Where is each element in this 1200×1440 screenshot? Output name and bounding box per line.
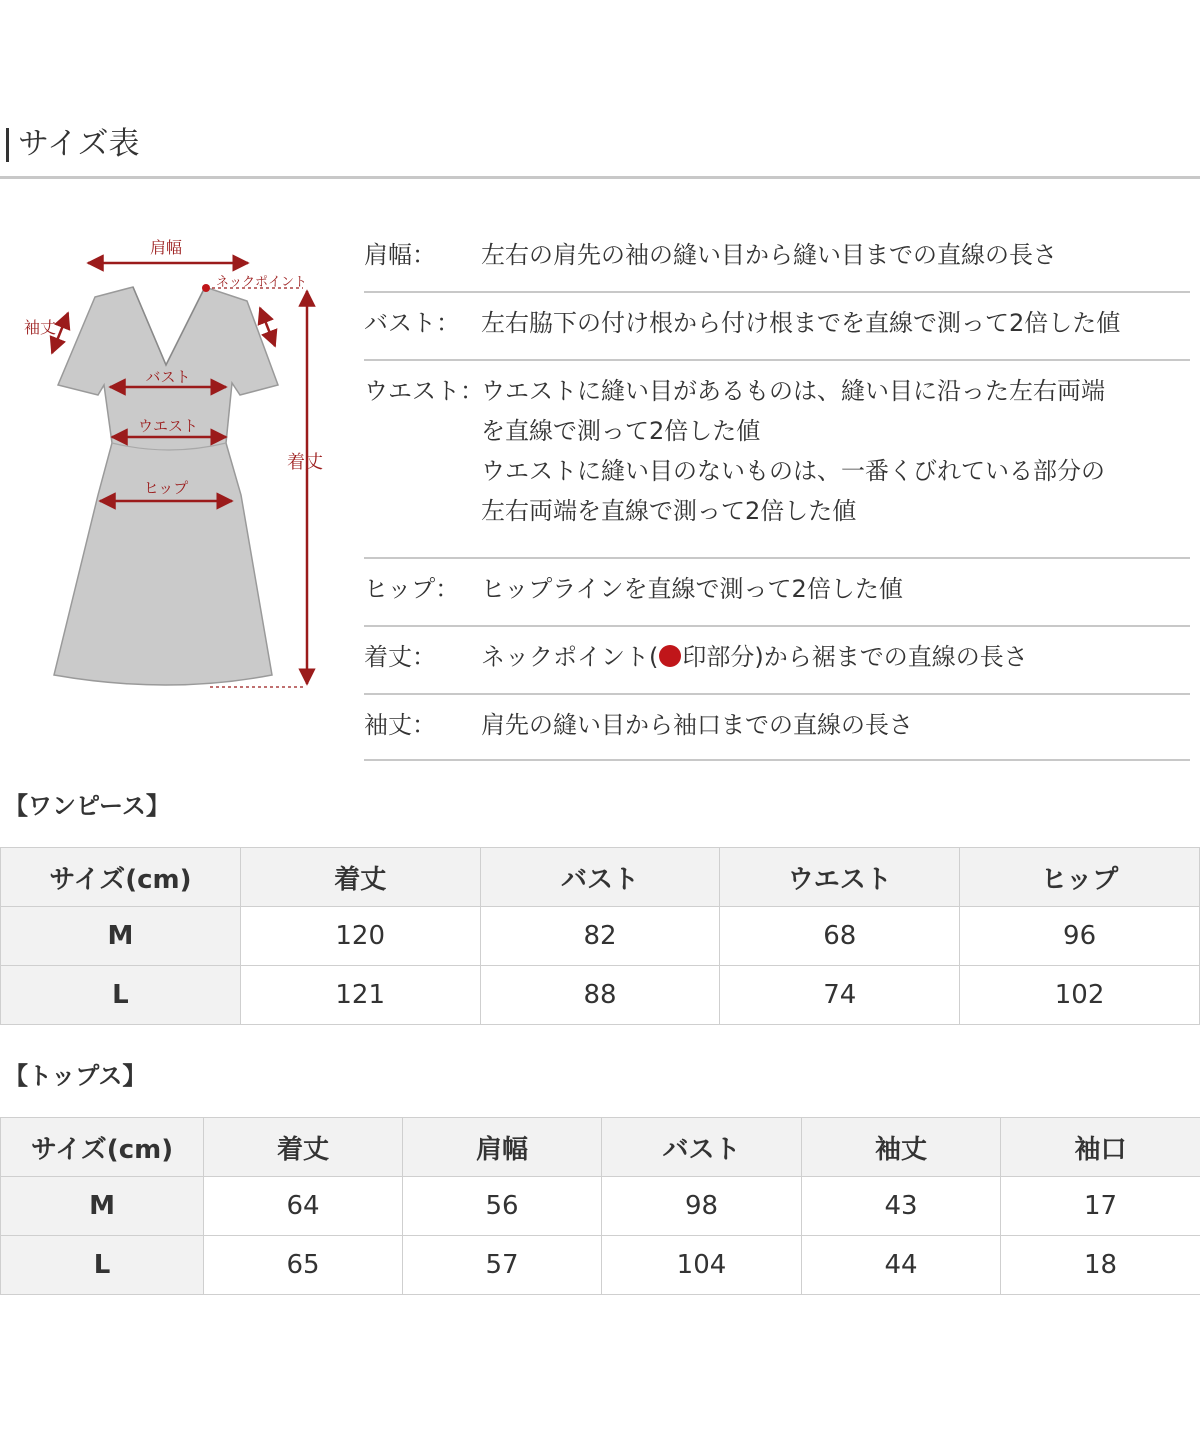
definition-text xyxy=(481,637,1193,677)
definition-row-bust xyxy=(364,293,1190,361)
table-row xyxy=(1,1236,1200,1295)
diagram-label-neck-point: ネックポイント xyxy=(216,275,308,290)
size-label-cell: M xyxy=(1,1177,204,1236)
definition-text-after-dot: 印部分)から裾までの直線の長さ xyxy=(682,643,1028,671)
definition-text-before-dot: ネックポイント( xyxy=(481,643,659,671)
definition-row-sleeve xyxy=(364,695,1190,761)
table-header-row xyxy=(1,1118,1200,1177)
table-cell: 121 xyxy=(240,966,480,1025)
table-header-cell: サイズ(cm) xyxy=(1,848,241,907)
table-header-cell: バスト xyxy=(480,848,720,907)
table-cell: 44 xyxy=(802,1236,1001,1295)
diagram-label-bust: バスト xyxy=(145,368,191,386)
definition-text xyxy=(481,371,1193,531)
table-cell: 56 xyxy=(403,1177,602,1236)
definition-row-hip xyxy=(364,559,1190,627)
diagram-label-shoulder: 肩幅 xyxy=(149,238,183,257)
table-header-cell: 肩幅 xyxy=(403,1118,602,1177)
diagram-label-length: 着丈 xyxy=(287,452,323,473)
table-cell: 88 xyxy=(480,966,720,1025)
table-header-cell: 着丈 xyxy=(240,848,480,907)
size-label-cell: M xyxy=(1,907,241,966)
table-header-cell: 着丈 xyxy=(204,1118,403,1177)
definition-line: 左右両端を直線で測って2倍した値 xyxy=(481,497,857,525)
definition-text xyxy=(481,303,1193,343)
table-cell: 120 xyxy=(240,907,480,966)
definition-line: ヒップラインを直線で測って2倍した値 xyxy=(481,575,903,603)
dress-measurement-diagram xyxy=(0,225,345,705)
table-cell: 74 xyxy=(720,966,960,1025)
dress-illustration xyxy=(0,225,345,705)
header-accent-bar xyxy=(6,128,9,162)
table-row xyxy=(1,1177,1200,1236)
definition-row-shoulder xyxy=(364,225,1190,293)
table-header-cell: ウエスト xyxy=(720,848,960,907)
table-cell: 17 xyxy=(1001,1177,1200,1236)
definition-row-length xyxy=(364,627,1190,695)
diagram-label-hip: ヒップ xyxy=(143,479,189,497)
table-cell: 43 xyxy=(802,1177,1001,1236)
table-row xyxy=(1,907,1200,966)
diagram-label-waist: ウエスト xyxy=(137,417,199,435)
neck-point-marker xyxy=(202,284,210,292)
size-label-cell: L xyxy=(1,1236,204,1295)
definition-line: ウエストに縫い目のないものは、一番くびれている部分の xyxy=(481,457,1105,485)
table-cell: 65 xyxy=(204,1236,403,1295)
definition-term: バスト： xyxy=(364,309,460,337)
definition-line: を直線で測って2倍した値 xyxy=(481,417,761,445)
table-header-cell: 袖丈 xyxy=(802,1118,1001,1177)
table-header-cell: バスト xyxy=(602,1118,802,1177)
table-cell: 104 xyxy=(602,1236,802,1295)
table-header-row xyxy=(1,848,1200,907)
onepiece-size-table xyxy=(0,847,1200,1025)
definition-text xyxy=(481,569,1193,609)
table-header-cell: 袖口 xyxy=(1001,1118,1200,1177)
table-cell: 18 xyxy=(1001,1236,1200,1295)
table-cell: 96 xyxy=(960,907,1200,966)
table-row xyxy=(1,966,1200,1025)
definition-term: 肩幅： xyxy=(364,241,436,269)
size-label-cell: L xyxy=(1,966,241,1025)
table-header-cell: サイズ(cm) xyxy=(1,1118,204,1177)
definition-term: ヒップ： xyxy=(364,575,460,603)
red-dot-icon xyxy=(659,645,681,667)
table-cell: 102 xyxy=(960,966,1200,1025)
definition-term: 着丈： xyxy=(364,643,436,671)
definition-line xyxy=(481,637,1193,677)
header-divider xyxy=(0,176,1200,179)
definition-text xyxy=(481,235,1193,275)
tops-heading: 【トップス】 xyxy=(4,1062,147,1090)
definition-term: 袖丈： xyxy=(364,711,436,739)
diagram-label-sleeve: 袖丈 xyxy=(24,318,57,337)
definition-line: 左右脇下の付け根から付け根までを直線で測って2倍した値 xyxy=(481,309,1121,337)
table-cell: 57 xyxy=(403,1236,602,1295)
page-title: サイズ表 xyxy=(18,126,140,162)
table-cell: 82 xyxy=(480,907,720,966)
measurement-definitions xyxy=(364,225,1190,761)
table-header-cell: ヒップ xyxy=(960,848,1200,907)
definition-line: 左右の肩先の袖の縫い目から縫い目までの直線の長さ xyxy=(481,241,1057,269)
tops-size-table xyxy=(0,1117,1200,1295)
table-cell: 64 xyxy=(204,1177,403,1236)
onepiece-heading: 【ワンピース】 xyxy=(4,792,170,820)
definition-term: ウエスト： xyxy=(364,377,484,405)
table-cell: 98 xyxy=(602,1177,802,1236)
definition-line: 肩先の縫い目から袖口までの直線の長さ xyxy=(481,711,913,739)
page-header xyxy=(0,118,1200,180)
definition-text xyxy=(481,705,1193,745)
definition-line: ウエストに縫い目があるものは、縫い目に沿った左右両端 xyxy=(481,377,1105,405)
definition-row-waist xyxy=(364,361,1190,559)
table-cell: 68 xyxy=(720,907,960,966)
